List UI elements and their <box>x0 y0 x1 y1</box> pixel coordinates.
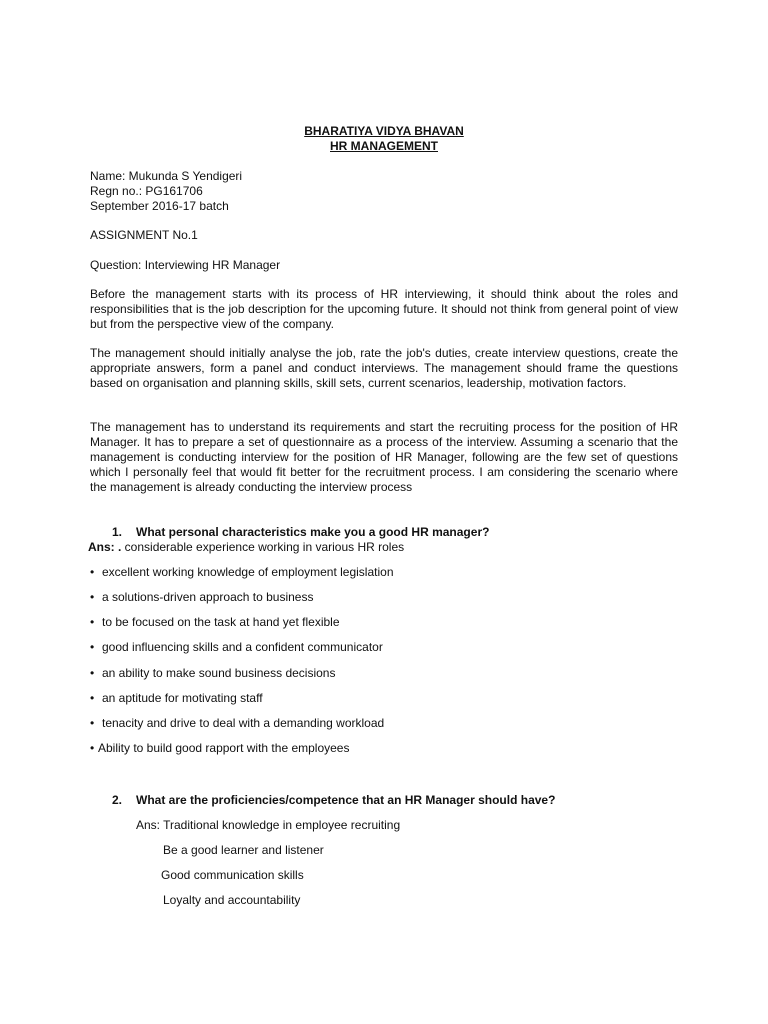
answer-1 <box>88 540 404 555</box>
paragraph-process: The management should initially analyse the job, rate the job's duties, create interview questions, create the appropriate answers, form a panel and conduct interviews. The management should frame the questions based on organisation and planning skills, skill sets, current scenarios, leadership, motivation factors. <box>90 346 678 390</box>
answer-1-label: Ans: . <box>88 540 122 554</box>
answer-2: Ans: Traditional knowledge in employee recruiting <box>136 818 401 832</box>
question-1-number: 1. <box>112 525 123 539</box>
question-2-text: What are the proficiencies/competence that an HR Manager should have? <box>136 793 556 807</box>
list-item: Be a good learner and listener <box>163 843 324 857</box>
batch-info: September 2016-17 batch <box>90 199 229 213</box>
list-item: • Ability to build good rapport with the employees <box>90 741 350 755</box>
student-name: Name: Mukunda S Yendigeri <box>90 169 243 183</box>
paragraph-scenario: The management has to understand its requirements and start the recruiting process for the position of HR Manager. It has to prepare a set of questionnaire as a process of the interview. Assuming a scenario that the management is conducting interview for the position of HR Manager, following are the few set of questions which I personally feel that would fit better for the recruitment process. I am considering the scenario where the management is already conducting the interview process <box>90 420 678 494</box>
bullet-icon: • <box>90 590 95 604</box>
list-item: • an aptitude for motivating staff <box>90 691 263 705</box>
bullet-icon: • <box>90 716 95 730</box>
question-1 <box>112 525 489 540</box>
list-item: Loyalty and accountability <box>163 893 301 907</box>
question-title: Question: Interviewing HR Manager <box>90 258 281 272</box>
answer-1-text: considerable experience working in various HR roles <box>121 540 405 554</box>
bullet-icon: • <box>90 565 95 579</box>
question-2-number: 2. <box>112 793 123 807</box>
list-item: • tenacity and drive to deal with a demanding workload <box>90 716 385 730</box>
institution-heading: BHARATIYA VIDYA BHAVAN <box>304 124 464 138</box>
question-1-text: What personal characteristics make you a good HR manager? <box>136 525 490 539</box>
bullet-icon: • <box>90 666 95 680</box>
assignment-label: ASSIGNMENT No.1 <box>90 228 198 242</box>
bullet-icon: • <box>90 741 95 755</box>
bullet-icon: • <box>90 691 95 705</box>
list-item: • good influencing skills and a confident communicator <box>90 640 383 654</box>
list-item: • an ability to make sound business decisions <box>90 666 336 680</box>
question-2 <box>112 793 555 808</box>
paragraph-intro: Before the management starts with its process of HR interviewing, it should think about the roles and responsibilities that is the job description for the upcoming future. It should not think from general point of view but from the perspective view of the company. <box>90 287 678 331</box>
registration-number: Regn no.: PG161706 <box>90 184 203 198</box>
list-item: • a solutions-driven approach to business <box>90 590 314 604</box>
list-item: • to be focused on the task at hand yet flexible <box>90 615 340 629</box>
list-item: Good communication skills <box>161 868 304 882</box>
subject-heading: HR MANAGEMENT <box>330 139 438 153</box>
bullet-icon: • <box>90 640 95 654</box>
bullet-icon: • <box>90 615 95 629</box>
list-item: • excellent working knowledge of employment legislation <box>90 565 394 579</box>
